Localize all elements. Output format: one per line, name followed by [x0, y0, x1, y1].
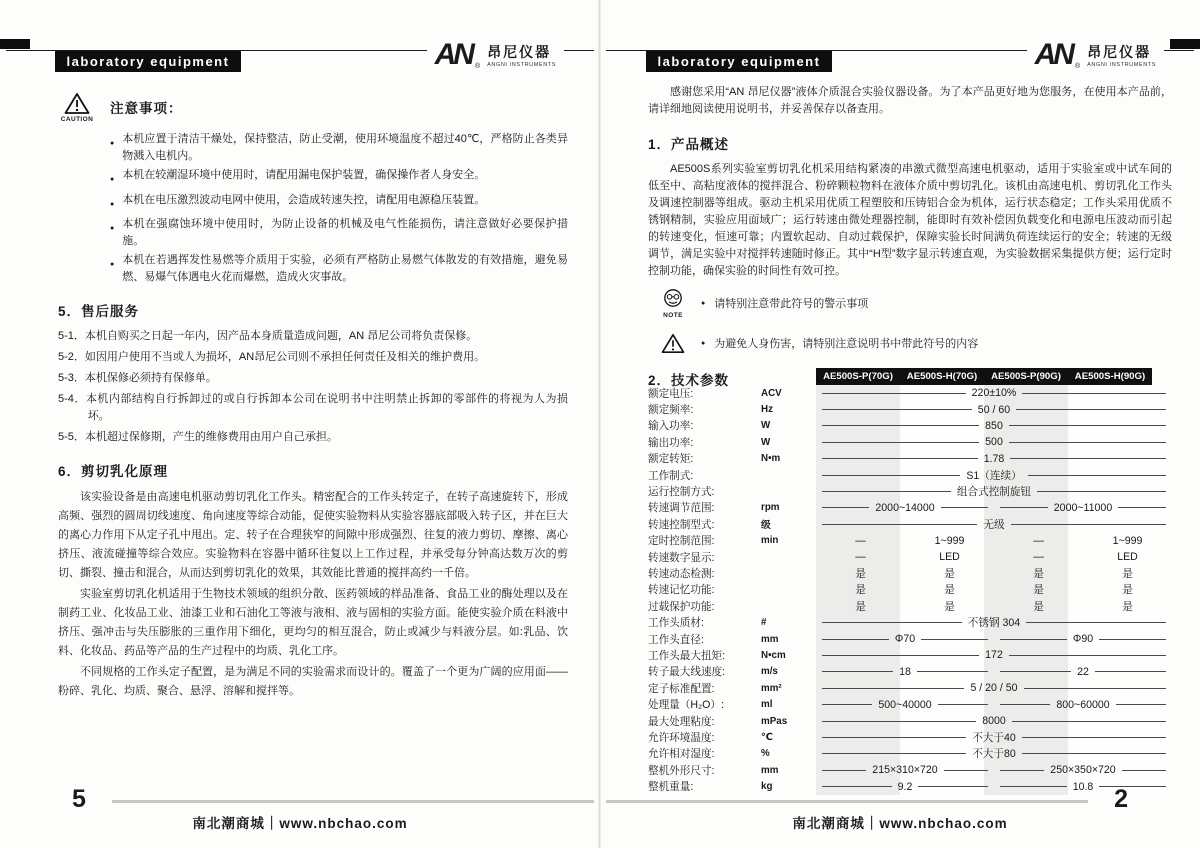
- spec-values: [816, 713, 1172, 729]
- brand-logo: [1027, 36, 1164, 74]
- spec-row: [648, 418, 1172, 434]
- spec-unit: N•m: [761, 453, 781, 465]
- caution-bullet: [110, 252, 568, 285]
- spec-values: [816, 631, 1172, 647]
- spec-value: LED: [939, 551, 960, 564]
- registered-trademark-icon: ®: [474, 63, 481, 70]
- footer-text: 南北潮商城｜www.nbchao.com: [792, 816, 1008, 831]
- spec-values: [816, 762, 1172, 778]
- spec-row: [648, 500, 1172, 516]
- bullet-text: 本机在强腐蚀环境中使用时，为防止设备的机械及电气性能损伤，请注意做好必要保护措施。: [122, 218, 568, 247]
- warning-text: 为避免人身伤害，请特别注意说明书中带此符号的内容: [714, 338, 979, 350]
- spec-row: [648, 631, 1172, 647]
- spec-unit: mm²: [761, 682, 782, 694]
- spec-unit: %: [761, 748, 770, 760]
- spec-value: 是: [944, 584, 955, 597]
- spec-param-label: 整机重量:: [648, 781, 694, 794]
- spec-param-label: 过载保护功能:: [648, 600, 715, 613]
- spec-value: 50 / 60: [816, 401, 1172, 417]
- model-header-row: [816, 368, 1172, 385]
- logo-chinese-name: 昂尼仪器: [487, 44, 552, 60]
- spec-row: [648, 762, 1172, 778]
- spec-values: [816, 647, 1172, 663]
- spec-value: 是: [1122, 584, 1133, 597]
- section5-title: 5．售后服务: [58, 304, 140, 319]
- bullet-dot: ●: [701, 339, 706, 347]
- bullet-text: 本机在若遇挥发性易燃等介质用于实验，必须有严格防止易燃气体散发的有效措施，避免易燃、易爆气体遇电火花而爆燃，造成火灾事故。: [122, 254, 568, 283]
- spec-value: 800~60000: [994, 696, 1172, 712]
- spec-unit: kg: [761, 781, 773, 793]
- logo-an-mark: AN: [1034, 38, 1072, 71]
- spec-value: 是: [944, 567, 955, 580]
- page-number: 5: [72, 785, 86, 813]
- registered-trademark-icon: ®: [1074, 63, 1081, 70]
- spec-unit: mm: [761, 633, 779, 645]
- spec-value: 是: [1033, 584, 1044, 597]
- spec-param-label: 工作制式:: [648, 469, 694, 482]
- spec-value: 8000: [816, 713, 1172, 729]
- spec-param-label: 额定电压:: [648, 387, 694, 400]
- spec-value: 是: [855, 600, 866, 613]
- spec-row: [648, 549, 1172, 565]
- spec-row-list: [648, 385, 1172, 795]
- spec-value: 220±10%: [816, 385, 1172, 401]
- spec-param-label: 转速控制型式:: [648, 518, 715, 531]
- spec-row: [648, 713, 1172, 729]
- spec-value: 18: [816, 664, 994, 680]
- spec-value: 不锈钢 304: [816, 614, 1172, 630]
- spec-values: [816, 549, 1172, 565]
- print-edge-mark: [1170, 39, 1200, 49]
- page-header: [0, 36, 600, 78]
- spec-row: [648, 746, 1172, 762]
- caution-bullet: [110, 216, 568, 249]
- page-number: 2: [1114, 785, 1128, 813]
- spec-row: [648, 729, 1172, 745]
- footer-text: 南北潮商城｜www.nbchao.com: [192, 816, 408, 831]
- principle-paragraph: 该实验设备是由高速电机驱动剪切乳化工作头。精密配合的工作头转定子，在转子高速旋转下，形成高频、强烈的圆周切线速度、角向速度等综合动能，促使实验物料从实验容器底部吸入转子区，并在巨大的离心力作用下从定子孔中甩出。定、转子在合理狭窄的间隙中形成强烈、往复的液力剪切、摩擦、离心挤压、液流碰撞等综合效应。实验物料在容器中循环往复以上工作过程，并承受每分钟高达数万次的剪切、撕裂、撞击和混合，从而达到剪切乳化的效果，其效能比普通的搅拌高约一千倍。: [58, 491, 568, 579]
- bullet-dot: ●: [701, 299, 706, 307]
- spec-row: [648, 533, 1172, 549]
- note-icon-label: NOTE: [663, 312, 683, 319]
- spec-row: [648, 680, 1172, 696]
- spec-value: Φ90: [994, 631, 1172, 647]
- footer-rule: [606, 800, 1088, 803]
- spec-value: LED: [1117, 551, 1138, 564]
- caution-icon-label: CAUTION: [60, 116, 94, 123]
- spec-row: [648, 565, 1172, 581]
- spec-param-label: 额定转矩:: [648, 453, 694, 466]
- spec-param-label: 工作头最大扭矩:: [648, 649, 726, 662]
- spec-value: 是: [1122, 600, 1133, 613]
- spec-param-label: 额定频率:: [648, 404, 694, 417]
- spec-unit: #: [761, 617, 767, 629]
- spec-unit: N•cm: [761, 649, 786, 661]
- spec-row: [648, 598, 1172, 614]
- bullet-dot: ●: [110, 176, 115, 183]
- model-header-cell: AE500S-P(70G): [816, 368, 900, 385]
- brand-logo: [427, 36, 564, 74]
- service-item: 5-5．本机超过保修期，产生的维修费用由用户自己承担。: [58, 430, 338, 443]
- bullet-dot: ●: [110, 261, 115, 268]
- spec-param-label: 处理量（H₂O）:: [648, 699, 724, 712]
- spec-row: [648, 582, 1172, 598]
- service-item: 5-4．本机内部结构自行拆卸过的或自行拆卸本公司在说明书中注明禁止拆卸的零部件的将视为人为损坏。: [58, 393, 568, 422]
- caution-bullet-list: [110, 131, 568, 285]
- principle-paragraph: 实验室剪切乳化机适用于生物技术领域的组织分散、医药领域的样品准备、食品工业的酶处理以及在制药工业、化妆品工业、油漆工业和石油化工等液与液相、液与固相的实验方面。能使实验介质在料液中挤压、强冲击与失压膨胀的三重作用下细化，更均匀的相互混合，防止或减少与料液分层。如:乳品、饮料、化妆品、药品等产品的生产过程中的均质、乳化工序。: [58, 588, 568, 657]
- spec-unit: ℃: [761, 731, 773, 743]
- left-page-content: [58, 92, 568, 703]
- spec-unit: Hz: [761, 404, 773, 416]
- spec-value: —: [855, 551, 866, 564]
- caution-bullet: [110, 192, 568, 214]
- spec-param-label: 转子最大线速度:: [648, 666, 726, 679]
- spec-values: [816, 664, 1172, 680]
- overview-paragraph: AE500S系列实验室剪切乳化机采用结构紧凑的串激式微型高速电机驱动，适用于实验室或中试车间的低至中、高粘度液体的搅拌混合、粉碎颗粒物料在液体介质中剪切乳化。该机由高速电机、剪切乳化工作头及调速控制器等组成。驱动主机采用优质工程塑胶和压铸铝合金为机体，运行状态稳定；工作头采用优质不锈钢精制，实验应用面域广；运行转速由微处理器控制，能即时有效补偿因负载变化和电源电压波动而引起的转速变化，恒速可靠；内置软起动、自动过载保护，保障实验长时间满负荷连续运行的安全；转速的无级调节，满足实验中对搅拌转速随时修正。其中“H型”数字显示转速直观，为实验数据采集提供方便；运行定时控制功能，确保实验的时间性有效可控。: [648, 163, 1172, 277]
- spec-row: [648, 451, 1172, 467]
- spec-values: [816, 516, 1172, 532]
- spec-param-label: 工作头直径:: [648, 633, 704, 646]
- spec-value: 1~999: [1112, 534, 1143, 547]
- spec-row: [648, 664, 1172, 680]
- section6-title: 6．剪切乳化原理: [58, 464, 169, 479]
- service-item: 5-2．如因用户使用不当或人为损坏，AN昂尼公司则不承担任何责任及相关的维护费用。: [58, 351, 486, 363]
- spec-value: 是: [1122, 567, 1133, 580]
- service-item-list: [58, 328, 568, 445]
- spec-row: [648, 778, 1172, 794]
- spec-values: [816, 500, 1172, 516]
- caution-header: [58, 92, 568, 123]
- header-label: laboratory equipment: [646, 51, 832, 72]
- section2-title: 2．技术参数: [648, 373, 730, 388]
- spec-value: 是: [1033, 567, 1044, 580]
- spec-value: 1.78: [816, 451, 1172, 467]
- spec-param-label: 转速数字显示:: [648, 551, 715, 564]
- spec-value: 无级: [816, 516, 1172, 532]
- logo-english-name: ANGNI INSTRUMENTS: [487, 62, 556, 68]
- bullet-dot: ●: [110, 225, 115, 232]
- spec-values: [816, 565, 1172, 581]
- spec-value: 不大于40: [816, 729, 1172, 745]
- spec-unit: mm: [761, 764, 779, 776]
- header-label: laboratory equipment: [55, 51, 241, 72]
- spec-value: 组合式控制旋钮: [816, 483, 1172, 499]
- spec-row: [648, 614, 1172, 630]
- spec-value: 10.8: [994, 778, 1172, 794]
- spec-value: 215×310×720: [816, 762, 994, 778]
- print-edge-mark: [0, 39, 30, 49]
- logo-wordmark: [1087, 42, 1156, 68]
- spec-row: [648, 696, 1172, 712]
- spec-param-label: 输出功率:: [648, 436, 694, 449]
- warning-row: [654, 328, 1172, 358]
- logo-english-name: ANGNI INSTRUMENTS: [1087, 62, 1156, 68]
- spec-unit: ml: [761, 699, 773, 711]
- spec-row: [648, 467, 1172, 483]
- spec-row: [648, 516, 1172, 532]
- note-smiley-icon: [654, 287, 692, 319]
- spec-row: [648, 434, 1172, 450]
- spec-value: 172: [816, 647, 1172, 663]
- bullet-text: 本机在电压激烈波动电网中使用，会造成转速失控，请配用电源稳压装置。: [122, 193, 486, 206]
- spec-values: [816, 451, 1172, 467]
- spec-param-label: 输入功率:: [648, 420, 694, 433]
- spec-value: 是: [944, 600, 955, 613]
- spec-param-label: 工作头质材:: [648, 617, 704, 630]
- page-right: [600, 0, 1200, 848]
- spec-value: S1（连续）: [816, 467, 1172, 483]
- bullet-dot: ●: [110, 140, 115, 147]
- spec-value: —: [1033, 551, 1044, 564]
- caution-title: 注意事项：: [110, 101, 183, 116]
- spec-param-label: 转速动态检测:: [648, 567, 715, 580]
- spec-unit: rpm: [761, 502, 780, 514]
- spec-value: Φ70: [816, 631, 994, 647]
- spec-unit: mPas: [761, 715, 788, 727]
- spec-values: [816, 483, 1172, 499]
- spec-param-label: 转速调节范围:: [648, 502, 715, 515]
- spec-values: [816, 696, 1172, 712]
- principle-paragraph-list: [58, 488, 568, 701]
- spec-unit: min: [761, 535, 779, 547]
- spec-values: [816, 385, 1172, 401]
- bullet-text: 本机在较潮湿环境中使用时，请配用漏电保护装置，确保操作者人身安全。: [122, 169, 486, 181]
- spec-value: —: [855, 534, 866, 547]
- spec-param-label: 整机外形尺寸:: [648, 764, 715, 777]
- spec-values: [816, 729, 1172, 745]
- spec-value: 850: [816, 418, 1172, 434]
- footer-rule: [112, 800, 594, 803]
- spec-value: 是: [1033, 600, 1044, 613]
- principle-paragraph: 不同规格的工作头定子配置，是为满足不同的实验需求而设计的。覆盖了一个更为广阔的应用面——粉碎、乳化、均质、聚合、悬浮、溶解和搅拌等。: [58, 666, 568, 697]
- spec-value: 2000~14000: [816, 500, 994, 516]
- caution-bullet: [110, 167, 568, 189]
- spec-value: 2000~11000: [994, 500, 1172, 516]
- spec-param-label: 允许相对湿度:: [648, 748, 715, 761]
- spec-param-label: 定子标准配置:: [648, 682, 715, 695]
- spec-param-label: 最大处理粘度:: [648, 715, 715, 728]
- model-header-cell: AE500S-H(70G): [900, 368, 984, 385]
- spec-unit: W: [761, 420, 771, 432]
- spec-values: [816, 533, 1172, 549]
- spec-values: [816, 614, 1172, 630]
- service-item: 5-3．本机保修必须持有保修单。: [58, 372, 217, 384]
- spec-value: 250×350×720: [994, 762, 1172, 778]
- model-header-cell: AE500S-P(90G): [984, 368, 1068, 385]
- spec-table: [648, 368, 1172, 795]
- note-text: 请特别注意带此符号的警示事项: [714, 298, 869, 310]
- section1-title: 1．产品概述: [648, 137, 730, 152]
- spec-values: [816, 434, 1172, 450]
- spec-values: [816, 467, 1172, 483]
- spec-unit: 级: [761, 520, 771, 532]
- spec-unit: m/s: [761, 666, 778, 678]
- spec-param-label: 定时控制范围:: [648, 535, 715, 548]
- warning-triangle-icon: [654, 333, 692, 354]
- spec-value: 22: [994, 664, 1172, 680]
- spec-values: [816, 582, 1172, 598]
- spec-value: 是: [855, 584, 866, 597]
- spec-param-label: 转速记忆功能:: [648, 584, 715, 597]
- page-header: [600, 36, 1200, 78]
- spec-unit: W: [761, 436, 771, 448]
- spec-values: [816, 598, 1172, 614]
- spec-values: [816, 746, 1172, 762]
- logo-an-mark: AN: [434, 38, 472, 71]
- spec-value: 不大于80: [816, 746, 1172, 762]
- caution-bullet: [110, 131, 568, 164]
- spec-value: 5 / 20 / 50: [816, 680, 1172, 696]
- caution-icon: [58, 92, 96, 123]
- spec-value: 9.2: [816, 778, 994, 794]
- spec-value: —: [1033, 534, 1044, 547]
- bullet-dot: ●: [110, 200, 115, 208]
- bullet-text: 本机应置于清洁干燥处，保持整洁，防止受潮，使用环境温度不超过40℃，严格防止各类异物溅入电机内。: [122, 133, 568, 162]
- spec-value: 500: [816, 434, 1172, 450]
- spec-values: [816, 778, 1172, 794]
- spec-row: [648, 483, 1172, 499]
- logo-chinese-name: 昂尼仪器: [1087, 44, 1152, 60]
- spec-param-label: 运行控制方式:: [648, 486, 715, 499]
- spec-row: [648, 647, 1172, 663]
- spec-value: 是: [855, 567, 866, 580]
- note-row: [654, 287, 1172, 319]
- model-header-cell: AE500S-H(90G): [1068, 368, 1152, 385]
- spec-value: 1~999: [934, 534, 965, 547]
- spec-unit: ACV: [761, 387, 782, 399]
- spec-param-label: 允许环境温度:: [648, 731, 715, 744]
- spec-values: [816, 401, 1172, 417]
- logo-wordmark: [487, 42, 556, 68]
- spec-values: [816, 680, 1172, 696]
- spec-values: [816, 418, 1172, 434]
- spec-row: [648, 401, 1172, 417]
- intro-paragraph: 感谢您采用“AN 昂尼仪器”液体介质混合实验仪器设备。为了本产品更好地为您服务，在使用本产品前，请详细地阅读使用说明书，并妥善保存以备查用。: [648, 86, 1172, 115]
- spec-value: 500~40000: [816, 696, 994, 712]
- right-page-content: [648, 84, 1172, 795]
- service-item: 5-1．本机自购买之日起一年内，因产品本身质量造成问题，AN 昂尼公司将负责保修。: [58, 330, 478, 342]
